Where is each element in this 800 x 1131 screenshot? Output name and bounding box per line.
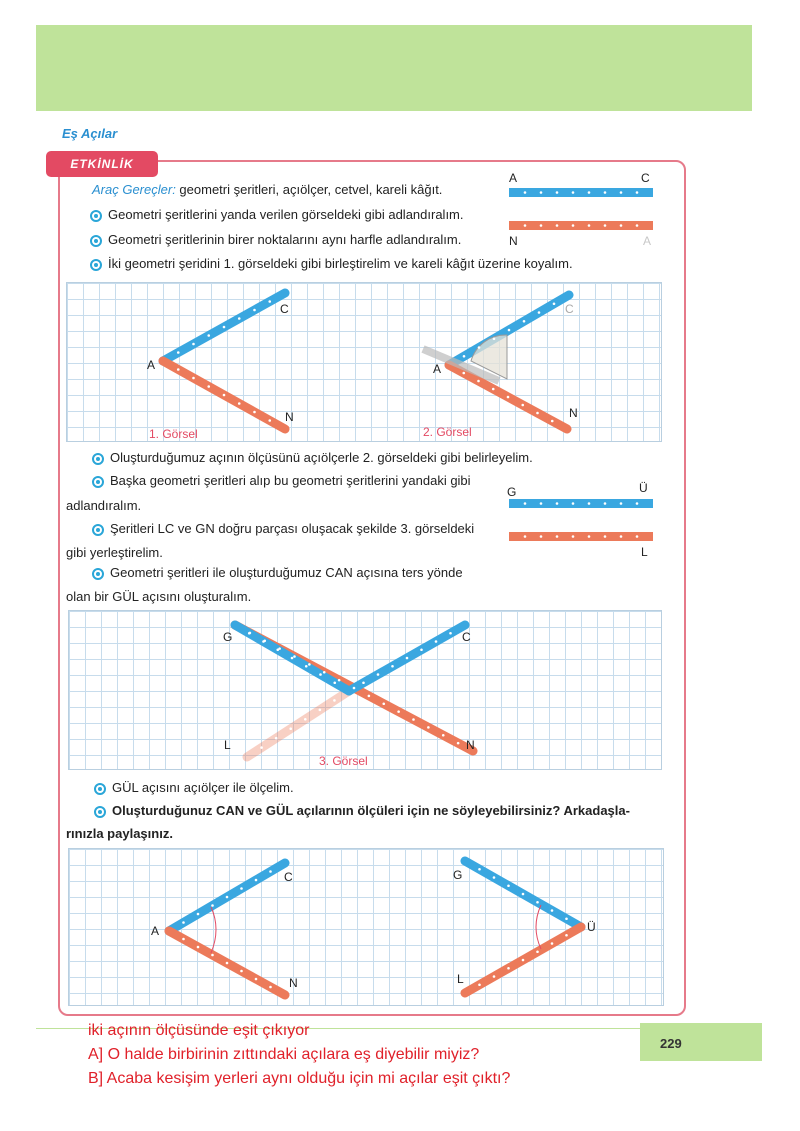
strip-hole [427, 726, 430, 729]
strip-hole [524, 224, 527, 227]
strip-hole [177, 368, 180, 371]
step-text: Geometri şeritlerinin birer noktalarını aynı harfle adlandıralım. [108, 232, 462, 247]
strip-hole [362, 681, 365, 684]
strip-hole [538, 311, 541, 314]
strip-hole [478, 983, 481, 986]
strip-hole [540, 502, 543, 505]
strip-hole [238, 317, 241, 320]
orange-strip [509, 221, 653, 230]
side-strips-1 [505, 170, 655, 250]
strip-hole [463, 355, 466, 358]
bullet-icon [92, 453, 104, 465]
bullet-icon [92, 568, 104, 580]
strip-hole [551, 942, 554, 945]
fig5-angle-arc [536, 905, 541, 949]
strip-hole [636, 502, 639, 505]
strip-hole [620, 535, 623, 538]
fig2-label-n: N [569, 406, 578, 420]
question-text: Oluşturduğunuz CAN ve GÜL açılarının ölçüleri için ne söyleyebilirsiniz? Arkadaşla- [112, 803, 630, 818]
strip-hole [636, 224, 639, 227]
strip-hole [197, 946, 200, 949]
fig1-label-c: C [280, 302, 289, 316]
strip-hole [604, 191, 607, 194]
strip-hole [588, 535, 591, 538]
strip-hole [457, 742, 460, 745]
strip-hole [291, 657, 294, 660]
strip-hole [289, 727, 292, 730]
strip-hole [275, 737, 278, 740]
strip-hole [207, 385, 210, 388]
step-4 [92, 450, 533, 465]
fig1-label-a: A [147, 358, 156, 372]
bullet-icon [94, 783, 106, 795]
strip-hole [305, 665, 308, 668]
fig5-label-g: G [453, 868, 463, 882]
blue-strip [509, 499, 653, 508]
strip-label-g: G [507, 485, 517, 499]
strip-hole [269, 870, 272, 873]
strip-hole [540, 191, 543, 194]
strip-hole [268, 419, 271, 422]
bullet-icon [92, 476, 104, 488]
figures-4-5-grid [68, 848, 664, 1006]
strip-hole [536, 901, 539, 904]
strip-hole [620, 191, 623, 194]
strip-hole [477, 380, 480, 383]
strip-hole [523, 320, 526, 323]
strip-hole [268, 300, 271, 303]
strip-hole [435, 640, 438, 643]
strip-hole [604, 224, 607, 227]
handwritten-line-1: iki açının ölçüsünde eşit çıkıyor [88, 1022, 310, 1039]
strip-hole [478, 346, 481, 349]
strip-hole [368, 695, 371, 698]
strip-hole [248, 632, 251, 635]
strip-hole [551, 420, 554, 423]
strip-label-n: N [509, 234, 518, 248]
strip-hole [293, 655, 296, 658]
page-number: 229 [660, 1036, 682, 1051]
strip-hole [556, 224, 559, 227]
strip-hole [524, 535, 527, 538]
strip-hole [240, 970, 243, 973]
step-5-cont: adlandıralım. [66, 498, 142, 513]
strip-hole [536, 412, 539, 415]
strip-hole [522, 959, 525, 962]
strip-hole [493, 337, 496, 340]
figure-3-grid [68, 610, 662, 770]
fig1-label-n: N [285, 410, 294, 424]
strip-label-a: A [509, 171, 518, 185]
strip-hole [572, 224, 575, 227]
step-7-cont: olan bir GÜL açısını oluşturalım. [66, 589, 252, 604]
bullet-icon [90, 210, 102, 222]
strip-hole [192, 343, 195, 346]
fig4-label-a: A [151, 924, 160, 938]
strip-hole [540, 224, 543, 227]
question-icon [94, 806, 106, 818]
fig1-caption: 1. Görsel [149, 427, 198, 441]
strip-hole [253, 309, 256, 312]
strip-hole [524, 191, 527, 194]
strip-hole [556, 502, 559, 505]
step-2 [90, 232, 461, 247]
strip-hole [308, 663, 311, 666]
strip-hole [323, 671, 326, 674]
strip-hole [636, 191, 639, 194]
tools-line [92, 182, 442, 197]
step-text: Geometri şeritlerini yanda verilen görseldeki gibi adlandıralım. [108, 207, 464, 222]
strip-hole [211, 954, 214, 957]
strip-hole [492, 388, 495, 391]
strip-hole [507, 884, 510, 887]
strip-hole [391, 665, 394, 668]
strip-hole [397, 710, 400, 713]
bullet-icon [92, 524, 104, 536]
strip-hole [462, 372, 465, 375]
strip-hole [276, 648, 279, 651]
activity-tab: ETKİNLİK [46, 151, 158, 177]
fig2-label-a: A [433, 362, 442, 376]
blue-strip [509, 188, 653, 197]
strip-hole [192, 377, 195, 380]
fig3-label-c: C [462, 630, 471, 644]
fig3-caption: 3. Görsel [319, 754, 368, 768]
strip-hole [449, 632, 452, 635]
strip-hole [406, 657, 409, 660]
strip-hole [240, 887, 243, 890]
strip-hole [253, 411, 256, 414]
fig5-label-l: L [457, 972, 464, 986]
strip-hole [522, 893, 525, 896]
strip-hole [572, 535, 575, 538]
page-number-box [640, 1023, 762, 1061]
fig3-label-n: N [466, 738, 475, 752]
step-text: Geometri şeritleri ile oluşturduğumuz CAN açısına ters yönde [110, 565, 463, 580]
step-6-cont: gibi yerleştirelim. [66, 545, 163, 560]
strip-hole [223, 326, 226, 329]
strip-hole [507, 396, 510, 399]
fig3-label-g: G [223, 630, 233, 644]
strip-hole [319, 673, 322, 676]
fig4-label-c: C [284, 870, 293, 884]
strip-label-c: C [641, 171, 650, 185]
strip-hole [507, 967, 510, 970]
strip-hole [556, 535, 559, 538]
question-line [94, 803, 630, 818]
strip-hole [604, 535, 607, 538]
strip-hole [478, 868, 481, 871]
strip-label-l: L [641, 545, 648, 559]
question-cont: rınızla paylaşınız. [66, 826, 173, 841]
strip-hole [620, 502, 623, 505]
fig4-angle-arc [211, 907, 216, 953]
header-band [36, 25, 752, 111]
step-text: Başka geometri şeritleri alıp bu geometri şeritlerini yandaki gibi [110, 473, 471, 488]
strip-hole [420, 648, 423, 651]
strip-hole [572, 502, 575, 505]
strip-hole [255, 978, 258, 981]
strip-hole [255, 879, 258, 882]
step-text: İki geometri şeridini 1. görseldeki gibi birleştirelim ve kareli kâğıt üzerine koyalım. [108, 256, 573, 271]
strip-hole [226, 962, 229, 965]
strip-hole [540, 535, 543, 538]
fig5-label-u: Ü [587, 920, 596, 934]
strip-hole [207, 334, 210, 337]
strip-hole [521, 404, 524, 407]
strip-hole [556, 191, 559, 194]
step-8 [94, 780, 294, 795]
tools-text: geometri şeritleri, açıölçer, cetvel, kareli kâğıt. [175, 182, 443, 197]
strip-hole [333, 681, 336, 684]
fig3-label-l: L [224, 738, 231, 752]
strip-hole [551, 909, 554, 912]
bullet-icon [90, 259, 102, 271]
strip-hole [353, 687, 356, 690]
strip-hole [565, 934, 568, 937]
section-title: Eş Açılar [62, 126, 118, 141]
strip-hole [223, 394, 226, 397]
side-strips-2 [505, 480, 655, 560]
strip-hole [588, 502, 591, 505]
strip-hole [269, 986, 272, 989]
strip-hole [333, 699, 336, 702]
fig4-label-n: N [289, 976, 298, 990]
strip-hole [226, 896, 229, 899]
handwritten-line-3: B] Acaba kesişim yerleri aynı olduğu için mi açılar eşit çıktı? [88, 1070, 511, 1087]
strip-label-u: Ü [639, 481, 648, 495]
strip-hole [536, 950, 539, 953]
strip-hole [260, 746, 263, 749]
strip-hole [508, 329, 511, 332]
strip-hole [565, 917, 568, 920]
strip-hole [604, 502, 607, 505]
strip-hole [636, 535, 639, 538]
strip-hole [493, 876, 496, 879]
strip-hole [338, 679, 341, 682]
orange-strip [509, 532, 653, 541]
strip-hole [177, 351, 180, 354]
strip-hole [262, 640, 265, 643]
step-3 [90, 256, 573, 271]
fig2-caption: 2. Görsel [423, 425, 472, 439]
bullet-icon [90, 235, 102, 247]
strip-hole [238, 402, 241, 405]
strip-label-a2: A [643, 234, 652, 248]
strip-hole [377, 673, 380, 676]
step-6 [92, 521, 474, 536]
strip-hole [572, 191, 575, 194]
strip-hole [182, 921, 185, 924]
strip-hole [412, 718, 415, 721]
strip-hole [493, 975, 496, 978]
strip-hole [197, 913, 200, 916]
step-7 [92, 565, 463, 580]
strip-hole [442, 734, 445, 737]
tools-label: Araç Gereçler: [92, 182, 176, 197]
figures-1-2-grid [66, 282, 662, 442]
fig2-label-c: C [565, 302, 574, 316]
strip-hole [304, 718, 307, 721]
step-1 [90, 207, 464, 222]
strip-hole [588, 191, 591, 194]
strip-hole [182, 938, 185, 941]
handwritten-line-2: A] O halde birbirinin zıttındaki açılara eş diyebilir miyiz? [88, 1046, 480, 1063]
step-text: Şeritleri LC ve GN doğru parçası oluşacak şekilde 3. görseldeki [110, 521, 475, 536]
strip-hole [588, 224, 591, 227]
strip-hole [211, 904, 214, 907]
step-text: GÜL açısını açıölçer ile ölçelim. [112, 780, 294, 795]
strip-hole [524, 502, 527, 505]
step-5 [92, 473, 471, 488]
strip-hole [620, 224, 623, 227]
strip-hole [382, 702, 385, 705]
step-text: Oluşturduğumuz açının ölçüsünü açıölçerle 2. görseldeki gibi belirleyelim. [110, 450, 533, 465]
strip-hole [553, 302, 556, 305]
strip-hole [319, 709, 322, 712]
